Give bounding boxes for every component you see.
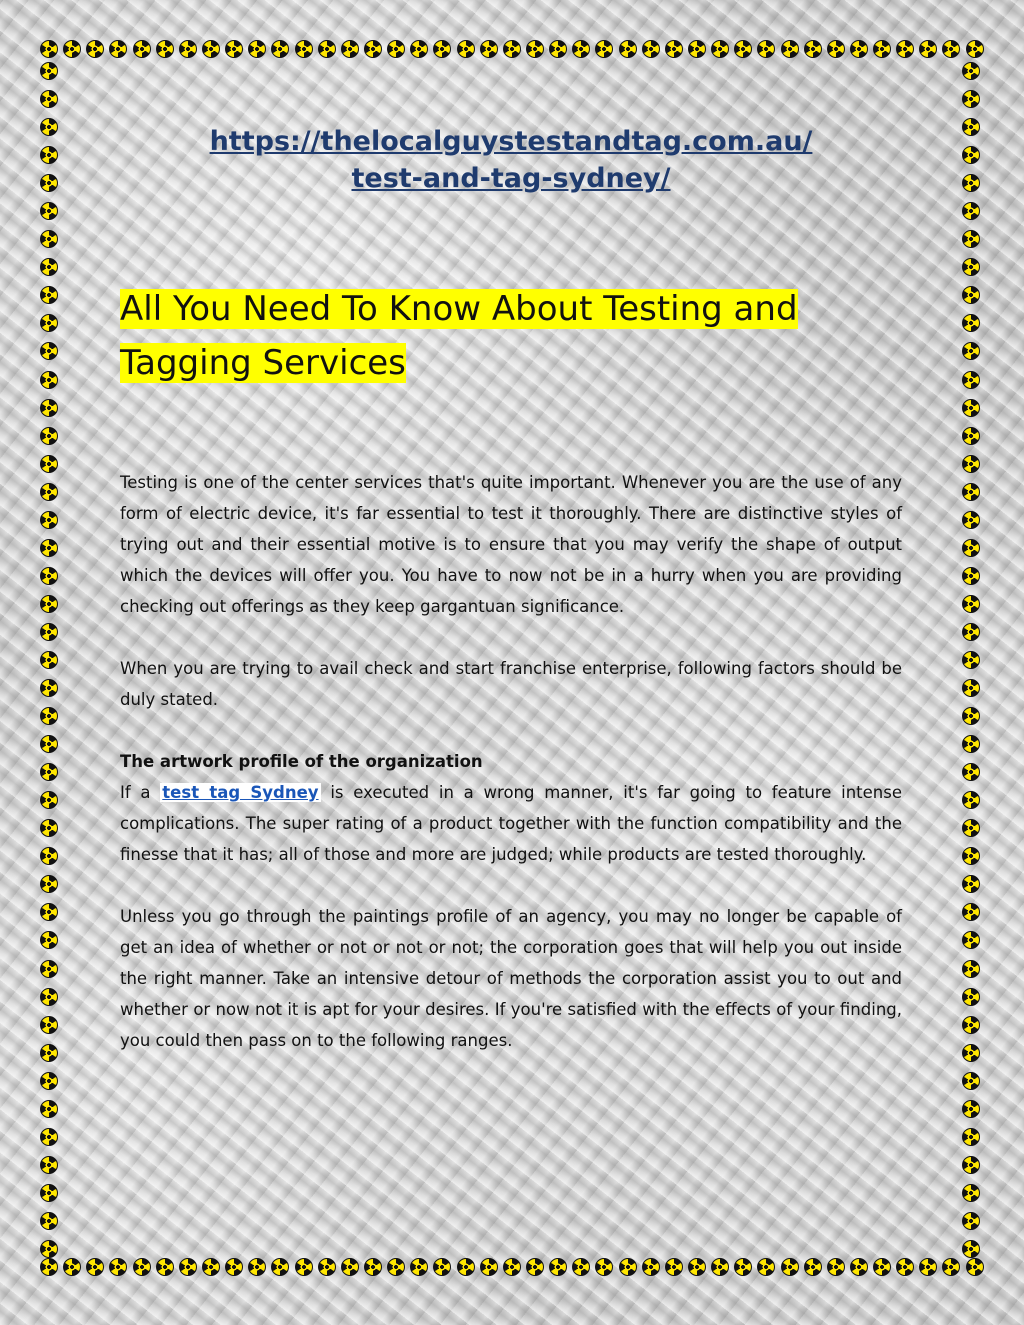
radiation-hazard-icon: [40, 1212, 58, 1230]
radiation-hazard-icon: [133, 1258, 151, 1276]
radiation-hazard-icon: [318, 40, 336, 58]
radiation-hazard-icon: [410, 1258, 428, 1276]
radiation-hazard-icon: [364, 40, 382, 58]
radiation-hazard-icon: [40, 1258, 58, 1276]
radiation-hazard-icon: [619, 40, 637, 58]
radiation-hazard-icon: [433, 1258, 451, 1276]
radiation-hazard-icon: [40, 988, 58, 1006]
paragraph-factors: When you are trying to avail check and start franchise enterprise, following factors should be duly stated.: [120, 659, 902, 709]
radiation-hazard-icon: [40, 483, 58, 501]
radiation-hazard-icon: [40, 1184, 58, 1202]
radiation-hazard-icon: [341, 40, 359, 58]
radiation-hazard-icon: [688, 1258, 706, 1276]
radiation-hazard-icon: [757, 1258, 775, 1276]
radiation-hazard-icon: [86, 1258, 104, 1276]
radiation-hazard-icon: [873, 1258, 891, 1276]
radiation-hazard-icon: [40, 286, 58, 304]
radiation-hazard-icon: [40, 679, 58, 697]
radiation-hazard-icon: [896, 1258, 914, 1276]
section-heading: The artwork profile of the organization: [120, 752, 483, 771]
radiation-hazard-icon: [40, 342, 58, 360]
radiation-hazard-icon: [962, 1156, 980, 1174]
radiation-hazard-icon: [962, 286, 980, 304]
radiation-hazard-icon: [40, 1240, 58, 1258]
radiation-hazard-icon: [962, 258, 980, 276]
radiation-hazard-icon: [109, 40, 127, 58]
radiation-hazard-icon: [40, 399, 58, 417]
radiation-hazard-icon: [40, 623, 58, 641]
radiation-hazard-icon: [526, 1258, 544, 1276]
radiation-hazard-icon: [40, 903, 58, 921]
radiation-hazard-icon: [688, 40, 706, 58]
radiation-hazard-icon: [962, 1212, 980, 1230]
radiation-hazard-icon: [40, 62, 58, 80]
radiation-hazard-icon: [40, 174, 58, 192]
radiation-hazard-icon: [962, 595, 980, 613]
radiation-hazard-icon: [781, 1258, 799, 1276]
radiation-hazard-icon: [410, 40, 428, 58]
radiation-hazard-icon: [40, 511, 58, 529]
radiation-hazard-icon: [526, 40, 544, 58]
radiation-hazard-icon: [318, 1258, 336, 1276]
radiation-hazard-icon: [962, 679, 980, 697]
radiation-hazard-icon: [40, 1156, 58, 1174]
radiation-hazard-icon: [711, 1258, 729, 1276]
radiation-hazard-icon: [40, 230, 58, 248]
radiation-hazard-icon: [962, 371, 980, 389]
radiation-hazard-icon: [225, 40, 243, 58]
radiation-hazard-icon: [804, 40, 822, 58]
radiation-hazard-icon: [873, 40, 891, 58]
radiation-hazard-icon: [962, 763, 980, 781]
radiation-hazard-icon: [711, 40, 729, 58]
radiation-hazard-icon: [962, 1184, 980, 1202]
radiation-hazard-icon: [364, 1258, 382, 1276]
radiation-hazard-icon: [966, 1258, 984, 1276]
radiation-hazard-icon: [86, 40, 104, 58]
paragraph-text-after-link: is executed in a wrong manner, it's far going to feature intense complications. The super rating of a product together with the function compatibility and the finesse that it has; all of those and more are judged; while products are tested thoroughly.: [120, 783, 902, 864]
radiation-hazard-icon: [665, 1258, 683, 1276]
radiation-hazard-icon: [248, 40, 266, 58]
radiation-hazard-icon: [962, 483, 980, 501]
radiation-hazard-icon: [962, 427, 980, 445]
radiation-hazard-icon: [827, 40, 845, 58]
page-title: [120, 282, 902, 390]
radiation-hazard-icon: [642, 40, 660, 58]
radiation-hazard-icon: [295, 1258, 313, 1276]
radiation-hazard-icon: [595, 1258, 613, 1276]
radiation-hazard-icon: [962, 230, 980, 248]
radiation-hazard-icon: [133, 40, 151, 58]
radiation-hazard-icon: [40, 258, 58, 276]
radiation-hazard-icon: [781, 40, 799, 58]
radiation-hazard-icon: [962, 707, 980, 725]
radiation-hazard-icon: [40, 1044, 58, 1062]
source-url-line-1[interactable]: https://thelocalguystestandtag.com.au/: [209, 126, 813, 157]
radiation-hazard-icon: [962, 847, 980, 865]
radiation-hazard-icon: [962, 1072, 980, 1090]
radiation-hazard-icon: [40, 819, 58, 837]
radiation-hazard-icon: [919, 1258, 937, 1276]
page-title-line-1: All You Need To Know About Testing and: [120, 289, 798, 329]
radiation-hazard-icon: [549, 1258, 567, 1276]
radiation-hazard-icon: [40, 1072, 58, 1090]
radiation-hazard-icon: [40, 707, 58, 725]
radiation-hazard-icon: [40, 791, 58, 809]
radiation-hazard-icon: [63, 1258, 81, 1276]
radiation-hazard-icon: [40, 40, 58, 58]
paragraph-text-before-link: If a: [120, 783, 151, 802]
radiation-hazard-icon: [179, 40, 197, 58]
radiation-hazard-icon: [40, 847, 58, 865]
radiation-hazard-icon: [966, 40, 984, 58]
radiation-hazard-icon: [40, 1016, 58, 1034]
radiation-hazard-icon: [962, 988, 980, 1006]
radiation-hazard-icon: [40, 567, 58, 585]
radiation-hazard-icon: [271, 1258, 289, 1276]
radiation-hazard-icon: [962, 314, 980, 332]
radiation-hazard-icon: [40, 651, 58, 669]
paragraph-intro: Testing is one of the center services that's quite important. Whenever you are the use of any form of electric device, it's far essential to test it thoroughly. There are distinctive styles of trying out and their essential motive is to ensure that you may verify the shape of output which the devices will offer you. You have to now not be in a hurry when you are providing checking out offerings as they keep gargantuan significance.: [120, 473, 902, 616]
source-url-link[interactable]: [120, 123, 902, 197]
radiation-hazard-icon: [40, 875, 58, 893]
radiation-hazard-icon: [179, 1258, 197, 1276]
radiation-hazard-icon: [480, 1258, 498, 1276]
radiation-hazard-icon: [850, 1258, 868, 1276]
radiation-hazard-icon: [295, 40, 313, 58]
radiation-hazard-icon: [942, 40, 960, 58]
radiation-hazard-icon: [827, 1258, 845, 1276]
radiation-hazard-icon: [156, 1258, 174, 1276]
radiation-hazard-icon: [962, 960, 980, 978]
radiation-hazard-icon: [642, 1258, 660, 1276]
radiation-hazard-icon: [63, 40, 81, 58]
radiation-hazard-icon: [962, 202, 980, 220]
radiation-hazard-icon: [962, 651, 980, 669]
radiation-hazard-icon: [40, 427, 58, 445]
radiation-hazard-icon: [962, 791, 980, 809]
radiation-hazard-icon: [962, 90, 980, 108]
radiation-hazard-icon: [962, 875, 980, 893]
radiation-hazard-icon: [202, 1258, 220, 1276]
radiation-hazard-icon: [341, 1258, 359, 1276]
radiation-hazard-icon: [942, 1258, 960, 1276]
radiation-hazard-icon: [734, 1258, 752, 1276]
radiation-hazard-icon: [40, 960, 58, 978]
border-top: [40, 40, 984, 62]
radiation-hazard-icon: [40, 539, 58, 557]
radiation-hazard-icon: [40, 118, 58, 136]
radiation-hazard-icon: [109, 1258, 127, 1276]
border-left: [40, 62, 62, 1258]
radiation-hazard-icon: [962, 174, 980, 192]
radiation-hazard-icon: [962, 819, 980, 837]
radiation-hazard-icon: [850, 40, 868, 58]
border-right: [962, 62, 984, 1258]
radiation-hazard-icon: [962, 146, 980, 164]
radiation-hazard-icon: [665, 40, 683, 58]
radiation-hazard-icon: [503, 40, 521, 58]
radiation-hazard-icon: [962, 1100, 980, 1118]
radiation-hazard-icon: [962, 931, 980, 949]
radiation-hazard-icon: [387, 40, 405, 58]
radiation-hazard-icon: [225, 1258, 243, 1276]
test-tag-sydney-link[interactable]: test tag Sydney: [162, 783, 319, 802]
radiation-hazard-icon: [503, 1258, 521, 1276]
radiation-hazard-icon: [962, 511, 980, 529]
radiation-hazard-icon: [962, 62, 980, 80]
radiation-hazard-icon: [40, 202, 58, 220]
radiation-hazard-icon: [433, 40, 451, 58]
radiation-hazard-icon: [480, 40, 498, 58]
radiation-hazard-icon: [619, 1258, 637, 1276]
radiation-hazard-icon: [40, 763, 58, 781]
radiation-hazard-icon: [40, 931, 58, 949]
radiation-hazard-icon: [40, 371, 58, 389]
radiation-hazard-icon: [804, 1258, 822, 1276]
radiation-hazard-icon: [757, 40, 775, 58]
radiation-hazard-icon: [40, 735, 58, 753]
radiation-hazard-icon: [962, 399, 980, 417]
paragraph-work-profile: Unless you go through the paintings profile of an agency, you may no longer be capable of get an idea of whether or not or not or not; the corporation goes that will help you out inside the right manner. Take an intensive detour of methods the corporation assist you to out and whether or now not it is apt for your desires. If you're satisfied with the effects of your finding, you could then pass on to the following ranges.: [120, 907, 902, 1050]
radiation-hazard-icon: [549, 40, 567, 58]
radiation-hazard-icon: [271, 40, 289, 58]
radiation-hazard-icon: [40, 314, 58, 332]
radiation-hazard-icon: [919, 40, 937, 58]
radiation-hazard-icon: [962, 118, 980, 136]
radiation-hazard-icon: [962, 735, 980, 753]
radiation-hazard-icon: [156, 40, 174, 58]
source-url-line-2[interactable]: test-and-tag-sydney/: [351, 163, 671, 194]
radiation-hazard-icon: [40, 146, 58, 164]
radiation-hazard-icon: [962, 342, 980, 360]
radiation-hazard-icon: [962, 1240, 980, 1258]
radiation-hazard-icon: [595, 40, 613, 58]
radiation-hazard-icon: [962, 1044, 980, 1062]
radiation-hazard-icon: [40, 1100, 58, 1118]
radiation-hazard-icon: [962, 567, 980, 585]
radiation-hazard-icon: [962, 1016, 980, 1034]
radiation-hazard-icon: [962, 623, 980, 641]
paragraph-artwork-profile: [120, 777, 902, 870]
radiation-hazard-icon: [248, 1258, 266, 1276]
radiation-hazard-icon: [734, 40, 752, 58]
page-title-line-2: Tagging Services: [120, 343, 406, 383]
radiation-hazard-icon: [40, 595, 58, 613]
radiation-hazard-icon: [40, 90, 58, 108]
radiation-hazard-icon: [457, 1258, 475, 1276]
radiation-hazard-icon: [572, 40, 590, 58]
radiation-hazard-icon: [572, 1258, 590, 1276]
radiation-hazard-icon: [962, 903, 980, 921]
radiation-hazard-icon: [40, 1128, 58, 1146]
radiation-hazard-icon: [896, 40, 914, 58]
radiation-hazard-icon: [387, 1258, 405, 1276]
radiation-hazard-icon: [962, 455, 980, 473]
radiation-hazard-icon: [40, 455, 58, 473]
radiation-hazard-icon: [962, 539, 980, 557]
border-bottom: [40, 1258, 984, 1280]
radiation-hazard-icon: [202, 40, 220, 58]
radiation-hazard-icon: [457, 40, 475, 58]
article-body: [120, 467, 902, 1087]
radiation-hazard-icon: [962, 1128, 980, 1146]
